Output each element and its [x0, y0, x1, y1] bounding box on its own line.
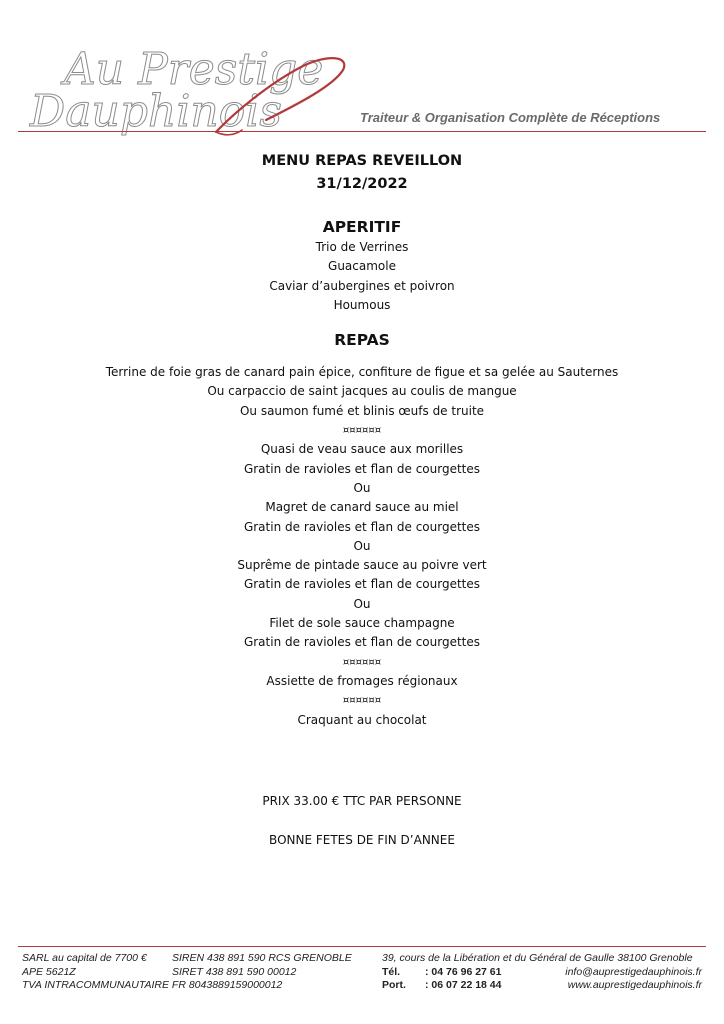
starter-item: Ou saumon fumé et blinis œufs de truite	[239, 403, 485, 418]
main-item: Gratin de ravioles et flan de courgettes	[243, 635, 481, 650]
logo-graphic	[28, 44, 368, 144]
main-item: Ou	[353, 480, 371, 495]
main-item: Ou	[353, 596, 371, 611]
company-logo	[28, 44, 368, 144]
header-divider	[18, 131, 706, 132]
footer-tel-label: Tél.	[382, 965, 401, 978]
main-item: Magret de canard sauce au miel	[265, 500, 459, 515]
course-separator: ¤¤¤¤¤¤	[342, 425, 382, 437]
footer-address: 39, cours de la Libération et du Général de Gaulle 38100 Grenoble	[382, 952, 693, 964]
logo-line2: Dauphinois	[30, 86, 282, 137]
main-item: Gratin de ravioles et flan de courgettes	[243, 519, 481, 534]
aperitif-list	[0, 238, 724, 315]
cheese-course: Assiette de fromages régionaux	[266, 673, 458, 688]
footer-port-label: Port.	[382, 979, 406, 991]
starter-item: Ou carpaccio de saint jacques au coulis de mangue	[207, 384, 517, 399]
footer-tel: : 04 76 96 27 61	[425, 965, 502, 978]
footer-siret: SIRET 438 891 590 00012	[172, 965, 297, 978]
logo-line1: Au Prestige	[64, 44, 324, 95]
repas-heading: REPAS	[334, 331, 390, 350]
greeting-line: BONNE FETES DE FIN D’ANNEE	[269, 833, 455, 848]
aperitif-heading: APERITIF	[322, 218, 402, 236]
starter-item: Terrine de foie gras de canard pain épice, confiture de figue et sa gelée au Sauternes	[105, 365, 619, 380]
mains-list	[0, 440, 724, 652]
menu-content	[0, 150, 724, 850]
price-line: PRIX 33.00 € TTC PAR PERSONNE	[262, 793, 462, 808]
aperitif-item: Trio de Verrines	[315, 240, 409, 254]
course-separator: ¤¤¤¤¤¤	[342, 656, 382, 668]
main-item: Quasi de veau sauce aux morilles	[260, 442, 464, 457]
main-item: Suprême de pintade sauce au poivre vert	[237, 558, 487, 573]
company-tagline: Traiteur & Organisation Complète de Réceptions	[360, 110, 661, 125]
footer-tva: TVA INTRACOMMUNAUTAIRE FR 8043889159000012	[22, 979, 283, 991]
footer-email-link[interactable]: info@auprestigedauphinois.fr	[565, 965, 702, 978]
aperitif-item: Guacamole	[328, 259, 396, 274]
main-item: Ou	[353, 538, 371, 553]
starters-list	[0, 363, 724, 421]
footer-registration	[172, 952, 352, 979]
footer-siren: SIREN 438 891 590 RCS GRENOBLE	[172, 952, 352, 964]
footer-web	[565, 966, 702, 993]
menu-title: MENU REPAS REVEILLON	[261, 153, 463, 169]
main-item: Gratin de ravioles et flan de courgettes	[243, 577, 481, 592]
main-item: Filet de sole sauce champagne	[269, 616, 455, 631]
footer-ape: APE 5621Z	[22, 965, 76, 978]
footer-divider	[18, 946, 706, 947]
footer-capital: SARL au capital de 7700 €	[22, 952, 147, 964]
footer-website-link[interactable]: www.auprestigedauphinois.fr	[567, 979, 702, 991]
aperitif-item: Houmous	[333, 297, 391, 312]
main-item: Gratin de ravioles et flan de courgettes	[243, 461, 481, 476]
menu-date: 31/12/2022	[316, 176, 408, 192]
footer-port: : 06 07 22 18 44	[425, 979, 502, 991]
aperitif-item: Caviar d’aubergines et poivron	[269, 278, 455, 293]
course-separator: ¤¤¤¤¤¤	[342, 695, 382, 707]
dessert-course: Craquant au chocolat	[297, 712, 427, 727]
